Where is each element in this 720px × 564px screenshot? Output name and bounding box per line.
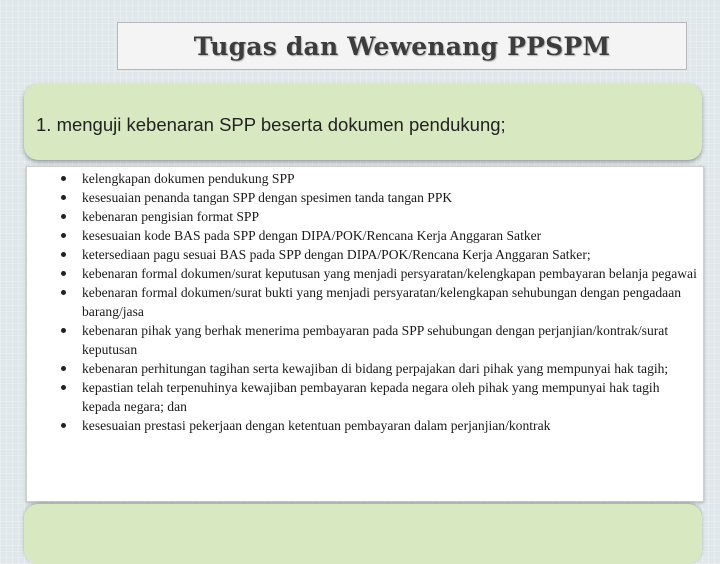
list-item: kebenaran pihak yang berhak menerima pembayaran pada SPP sehubungan dengan perjanjian/kontrak/surat keputusan <box>27 321 703 359</box>
slide-title: Tugas dan Wewenang PPSPM <box>193 31 611 61</box>
list-item: kesesuaian penanda tangan SPP dengan spesimen tanda tangan PPK <box>27 188 703 207</box>
checklist-box <box>26 166 704 502</box>
list-item: kebenaran formal dokumen/surat bukti yang menjadi persyaratan/kelengkapan sehubungan dengan pengadaan barang/jasa <box>27 283 703 321</box>
list-item: kepastian telah terpenuhinya kewajiban pembayaran kepada negara oleh pihak yang mempunyai hak tagih kepada negara; dan <box>27 378 703 416</box>
list-item: kebenaran formal dokumen/surat keputusan yang menjadi persyaratan/kelengkapan pembayaran belanja pegawai <box>27 264 703 283</box>
title-box <box>117 22 687 70</box>
section-header <box>24 84 702 160</box>
list-item: kebenaran perhitungan tagihan serta kewajiban di bidang perpajakan dari pihak yang mempunyai hak tagih; <box>27 359 703 378</box>
list-item: kelengkapan dokumen pendukung SPP <box>27 169 703 188</box>
checklist <box>27 169 703 435</box>
list-item: kebenaran pengisian format SPP <box>27 207 703 226</box>
list-item: kesesuaian kode BAS pada SPP dengan DIPA/POK/Rencana Kerja Anggaran Satker <box>27 226 703 245</box>
list-item: kesesuaian prestasi pekerjaan dengan ketentuan pembayaran dalam perjanjian/kontrak <box>27 416 703 435</box>
list-item: ketersediaan pagu sesuai BAS pada SPP dengan DIPA/POK/Rencana Kerja Anggaran Satker; <box>27 245 703 264</box>
section-header-text: 1. menguji kebenaran SPP beserta dokumen pendukung; <box>36 114 506 135</box>
footer-panel <box>24 504 702 564</box>
